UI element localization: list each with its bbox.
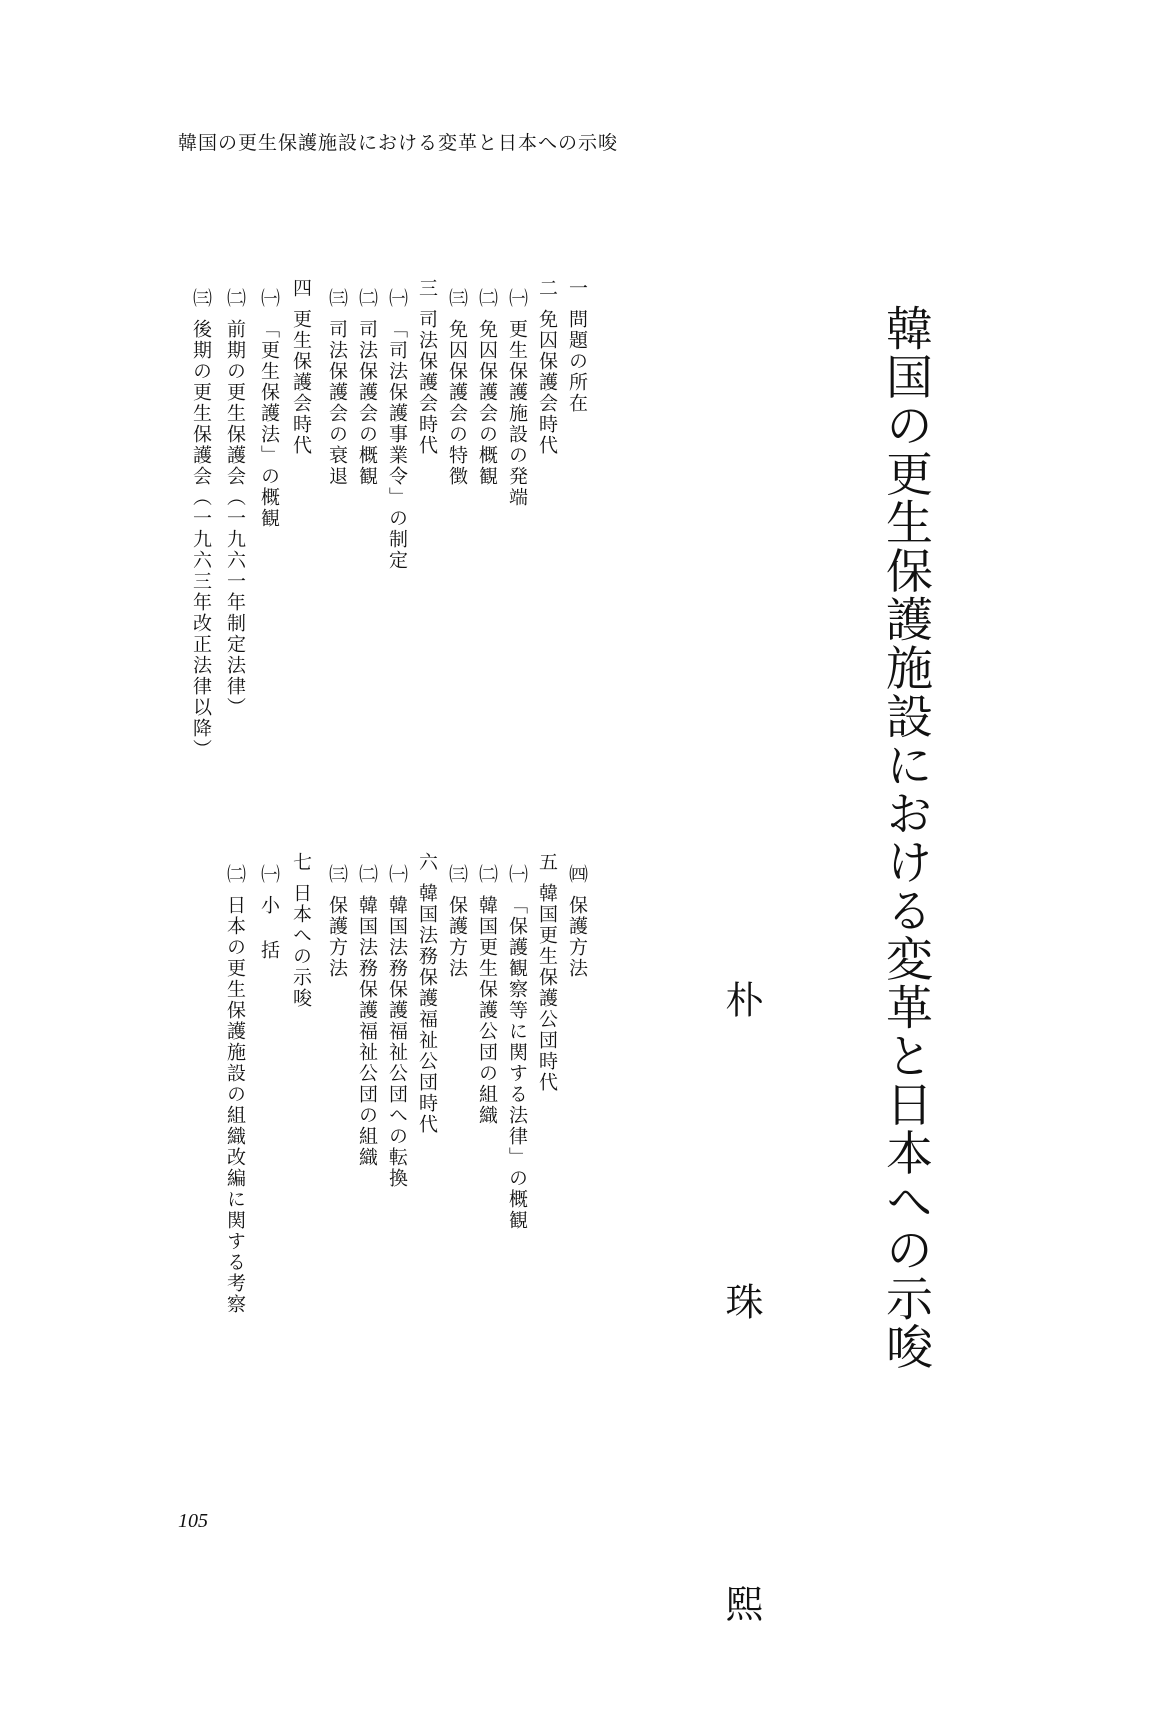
toc-number: 三 [416, 278, 438, 299]
toc-item [224, 288, 246, 718]
toc-text: 更生保護会時代 [290, 309, 312, 456]
toc-text: 免囚保護会時代 [536, 309, 558, 456]
toc-text: 日本への示唆 [290, 883, 312, 1009]
toc-number: 二 [536, 278, 558, 299]
toc-text: 前期の更生保護会（一九六一年制定法律） [224, 319, 246, 718]
toc-number: ㈣ [566, 864, 588, 885]
toc-item [416, 852, 438, 1135]
toc-text: 保護方法 [566, 895, 588, 979]
toc-number: ㈠ [258, 288, 280, 309]
toc-number: ㈢ [326, 288, 348, 309]
toc-number: ㈠ [386, 288, 408, 309]
toc-number: 一 [566, 278, 588, 299]
toc-text: 小 括 [258, 895, 280, 961]
toc-item [258, 288, 280, 529]
toc-number: 七 [290, 852, 312, 873]
toc-item [356, 288, 378, 487]
toc-item [476, 864, 498, 1126]
author-name: 朴 珠 熙 [719, 980, 763, 1732]
toc-item [506, 864, 528, 1231]
toc-item [446, 288, 468, 487]
toc-item [386, 288, 408, 571]
toc-number: 四 [290, 278, 312, 299]
toc-text: 保護方法 [446, 895, 468, 979]
toc-item [290, 278, 312, 456]
toc-text: 「更生保護法」の概観 [258, 319, 280, 529]
toc-item [506, 288, 528, 508]
toc-item [190, 288, 212, 760]
toc-number: ㈡ [356, 864, 378, 885]
toc-item [476, 288, 498, 487]
toc-text: 「保護観察等に関する法律」の概観 [506, 895, 528, 1231]
toc-number: ㈢ [446, 864, 468, 885]
toc-number: ㈠ [506, 864, 528, 885]
toc-text: 「司法保護事業令」の制定 [386, 319, 408, 571]
toc-number: ㈡ [224, 864, 246, 885]
toc-item [224, 864, 246, 1315]
toc-number: ㈠ [386, 864, 408, 885]
toc-item [356, 864, 378, 1168]
toc-text: 日本の更生保護施設の組織改編に関する考察 [224, 895, 246, 1315]
toc-item [536, 278, 558, 456]
toc-item [536, 852, 558, 1093]
toc-text: 韓国更生保護公団の組織 [476, 895, 498, 1126]
toc-item [416, 278, 438, 456]
toc-item [326, 864, 348, 979]
toc-text: 保護方法 [326, 895, 348, 979]
toc-text: 韓国法務保護福祉公団時代 [416, 883, 438, 1135]
toc-text: 問題の所在 [566, 309, 588, 414]
article-title: 韓国の更生保護施設における変革と日本への示唆 [878, 304, 933, 1371]
toc-text: 司法保護会の衰退 [326, 319, 348, 487]
toc-number: ㈡ [476, 864, 498, 885]
toc-item [326, 288, 348, 487]
toc-number: ㈢ [446, 288, 468, 309]
page-number: 105 [178, 1510, 208, 1532]
toc-text: 韓国法務保護福祉公団の組織 [356, 895, 378, 1168]
toc-number: 六 [416, 852, 438, 873]
toc-text: 後期の更生保護会（一九六三年改正法律以降） [190, 319, 212, 760]
toc-item [566, 278, 588, 414]
toc-text: 司法保護会の概観 [356, 319, 378, 487]
toc-number: ㈡ [224, 288, 246, 309]
toc-item [386, 864, 408, 1189]
toc-number: ㈠ [506, 288, 528, 309]
toc-text: 司法保護会時代 [416, 309, 438, 456]
toc-item [566, 864, 588, 979]
toc-number: ㈢ [326, 864, 348, 885]
toc-number: ㈡ [356, 288, 378, 309]
toc-item [258, 864, 280, 961]
toc-number: ㈠ [258, 864, 280, 885]
toc-number: ㈡ [476, 288, 498, 309]
toc-item [446, 864, 468, 979]
toc-text: 韓国更生保護公団時代 [536, 883, 558, 1093]
toc-text: 更生保護施設の発端 [506, 319, 528, 508]
toc-number: 五 [536, 852, 558, 873]
toc-text: 韓国法務保護福祉公団への転換 [386, 895, 408, 1189]
toc-number: ㈢ [190, 288, 212, 309]
running-head: 韓国の更生保護施設における変革と日本への示唆 [178, 132, 619, 154]
toc-text: 免囚保護会の概観 [476, 319, 498, 487]
toc-item [290, 852, 312, 1009]
toc-text: 免囚保護会の特徴 [446, 319, 468, 487]
